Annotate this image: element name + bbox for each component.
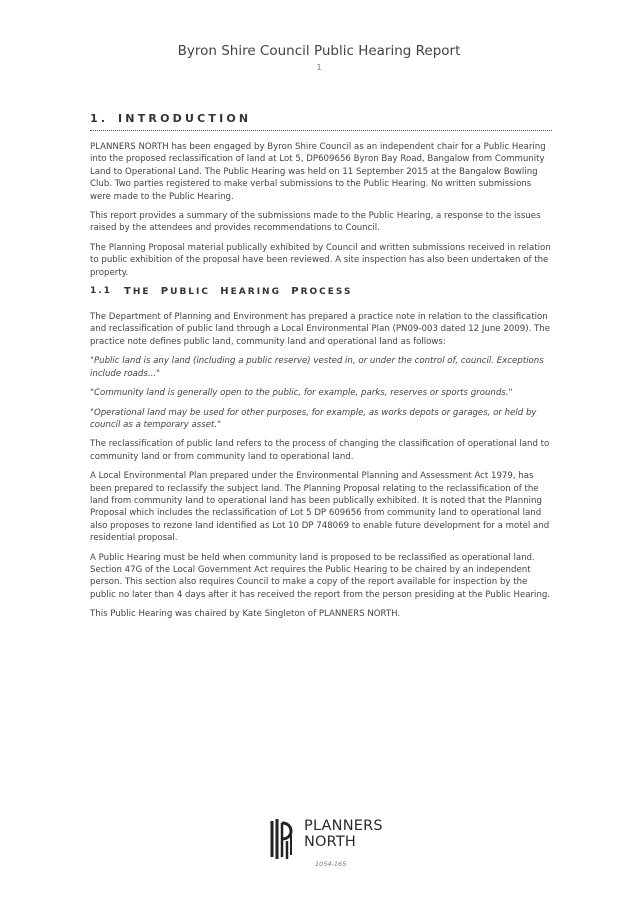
subsection-number: 1.1	[90, 286, 112, 297]
subsection-heading-public-hearing-process	[90, 286, 552, 297]
logo-wordmark	[304, 818, 383, 850]
section-title: INTRODUCTION	[118, 112, 252, 125]
process-paragraph-4: This Public Hearing was chaired by Kate Singleton of PLANNERS NORTH.	[90, 609, 401, 620]
process-paragraph-2: A Local Environmental Plan prepared under the Environmental Planning and Assessment Act 1979, has been prepared to reclassify the subject land. The Planning Proposal relating to the reclassification of the land from community land to operational land has been publically exhibited. It is noted that the Planning Proposal which includes the reclassification of Lot 5 DP 609656 from community land to operational land also proposes to rezone land identified as Lot 10 DP 748069 to enable future development for a motel and residential proposal.	[90, 471, 550, 544]
logo-line-1: PLANNERS	[304, 818, 383, 834]
logo-line-2: NORTH	[304, 834, 357, 850]
logo-reference-number: 1054-165	[315, 860, 347, 868]
planners-north-logo-mark-icon	[270, 817, 298, 861]
section-heading-introduction	[90, 112, 552, 131]
quote-operational-land: "Operational land may be used for other purposes, for example, as works depots or garages, or held by council as a temporary asset."	[90, 407, 537, 430]
document-body	[90, 112, 552, 628]
process-paragraph-3: A Public Hearing must be held when community land is proposed to be reclassified as operational land. Section 47G of the Local Government Act requires the Public Hearing to be chaired by an independent person. This section also requires Council to make a copy of the report available for inspection by the public no later than 4 days after it has received the report from the person presiding at the Public Hearing.	[90, 552, 551, 600]
planners-north-logo	[270, 815, 400, 875]
intro-paragraph-2: This report provides a summary of the submissions made to the Public Hearing, a response to the issues raised by the attendees and provides recommendations to Council.	[90, 211, 541, 234]
intro-paragraph-1: PLANNERS NORTH has been engaged by Byron Shire Council as an independent chair for a Public Hearing into the proposed reclassification of land at Lot 5, DP609656 Byron Bay Road, Bangalow from Community Land to Operational Land. The Public Hearing was held on 11 September 2015 at the Bangalow Bowling Club. Two parties registered to make verbal submissions to the Public Hearing. No written submissions were made to the Public Hearing.	[90, 142, 546, 202]
process-intro-paragraph: The Department of Planning and Environment has prepared a practice note in relation to the classification and reclassification of public land through a Local Environmental Plan (PN09-003 dated 12 June 2009). The practice note defines public land, community land and operational land as follows:	[90, 312, 550, 347]
quote-public-land: "Public land is any land (including a public reserve) vested in, or under the control of, council. Exceptions include roads..."	[90, 356, 544, 379]
page-number: 1	[316, 63, 322, 72]
quote-community-land: "Community land is generally open to the public, for example, parks, reserves or sports grounds."	[90, 388, 513, 399]
section-number: 1.	[90, 112, 109, 125]
intro-paragraph-3: The Planning Proposal material publically exhibited by Council and written submissions received in relation to public exhibition of the proposal have been reviewed. A site inspection has also been undertaken of the property.	[90, 242, 551, 278]
report-header-title: Byron Shire Council Public Hearing Report	[177, 43, 461, 59]
process-paragraph-1: The reclassification of public land refers to the process of changing the classification of operational land to community land or from community land to operational land.	[90, 439, 550, 462]
subsection-title: THE PUBLIC HEARING PROCESS	[124, 286, 353, 298]
